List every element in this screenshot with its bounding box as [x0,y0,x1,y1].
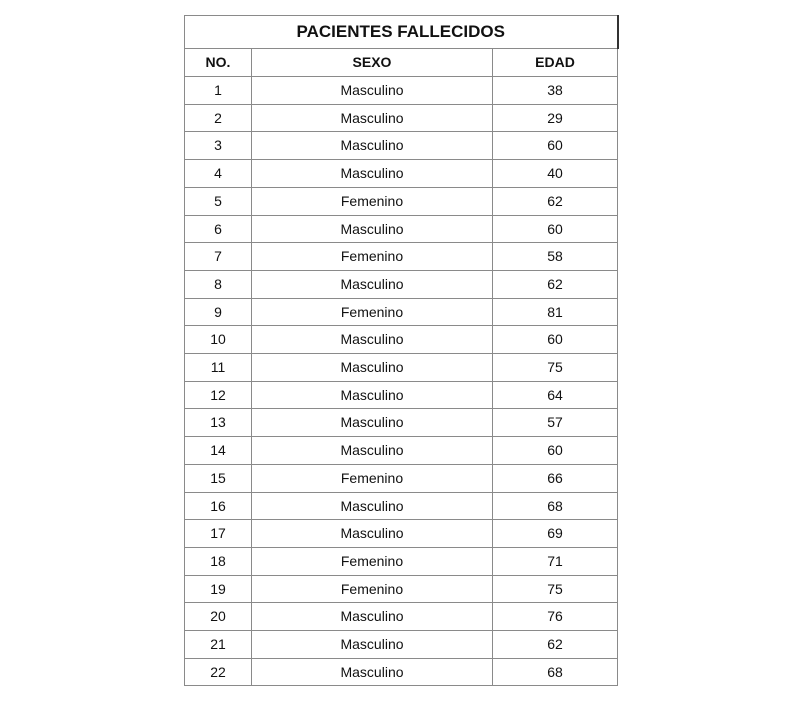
cell-edad: 58 [493,243,618,271]
cell-edad: 62 [493,270,618,298]
table-title: PACIENTES FALLECIDOS [185,16,618,49]
cell-no: 21 [185,631,252,659]
table-row [185,104,618,132]
cell-edad: 64 [493,381,618,409]
header-no: NO. [185,49,252,77]
cell-sexo: Masculino [252,603,493,631]
cell-no: 19 [185,575,252,603]
cell-no: 3 [185,132,252,160]
cell-sexo: Masculino [252,437,493,465]
table-row [185,520,618,548]
cell-sexo: Masculino [252,215,493,243]
table-row [185,132,618,160]
cell-edad: 68 [493,658,618,686]
cell-sexo: Masculino [252,270,493,298]
cell-sexo: Masculino [252,77,493,105]
table-row [185,160,618,188]
cell-no: 17 [185,520,252,548]
cell-edad: 60 [493,437,618,465]
cell-no: 4 [185,160,252,188]
table-row [185,409,618,437]
cell-no: 2 [185,104,252,132]
cell-edad: 60 [493,215,618,243]
cell-sexo: Masculino [252,326,493,354]
table-row [185,243,618,271]
cell-no: 12 [185,381,252,409]
cell-no: 1 [185,77,252,105]
cell-sexo: Femenino [252,547,493,575]
cell-sexo: Masculino [252,520,493,548]
cell-no: 13 [185,409,252,437]
header-sexo: SEXO [252,49,493,77]
cell-sexo: Masculino [252,104,493,132]
table-row [185,575,618,603]
cell-edad: 81 [493,298,618,326]
cell-edad: 69 [493,520,618,548]
table-row [185,354,618,382]
cell-no: 14 [185,437,252,465]
table-row [185,77,618,105]
cell-sexo: Femenino [252,464,493,492]
cell-no: 5 [185,187,252,215]
cell-sexo: Masculino [252,381,493,409]
cell-edad: 76 [493,603,618,631]
cell-no: 9 [185,298,252,326]
table-row [185,547,618,575]
cell-no: 15 [185,464,252,492]
cell-edad: 68 [493,492,618,520]
table-row [185,437,618,465]
table-row [185,215,618,243]
cell-sexo: Masculino [252,160,493,188]
cell-sexo: Masculino [252,409,493,437]
cell-edad: 57 [493,409,618,437]
title-row [185,16,618,49]
cell-edad: 62 [493,187,618,215]
table-row [185,603,618,631]
table-body [185,77,618,686]
cell-sexo: Masculino [252,354,493,382]
cell-edad: 38 [493,77,618,105]
cell-no: 22 [185,658,252,686]
deceased-patients-table [184,15,619,686]
cell-no: 20 [185,603,252,631]
cell-edad: 71 [493,547,618,575]
header-edad: EDAD [493,49,618,77]
cell-edad: 60 [493,326,618,354]
cell-sexo: Masculino [252,492,493,520]
cell-sexo: Masculino [252,631,493,659]
table-row [185,326,618,354]
table-row [185,187,618,215]
table-row [185,381,618,409]
table-row [185,492,618,520]
cell-no: 6 [185,215,252,243]
cell-no: 16 [185,492,252,520]
cell-edad: 29 [493,104,618,132]
cell-sexo: Femenino [252,243,493,271]
cell-edad: 62 [493,631,618,659]
table-row [185,658,618,686]
cell-edad: 75 [493,575,618,603]
table-row [185,631,618,659]
cell-no: 10 [185,326,252,354]
cell-edad: 40 [493,160,618,188]
cell-no: 18 [185,547,252,575]
cell-sexo: Femenino [252,187,493,215]
cell-sexo: Masculino [252,658,493,686]
cell-sexo: Femenino [252,575,493,603]
cell-sexo: Masculino [252,132,493,160]
header-row [185,49,618,77]
cell-no: 7 [185,243,252,271]
cell-no: 11 [185,354,252,382]
table-row [185,298,618,326]
cell-edad: 66 [493,464,618,492]
cell-no: 8 [185,270,252,298]
cell-edad: 75 [493,354,618,382]
cell-sexo: Femenino [252,298,493,326]
table-row [185,464,618,492]
cell-edad: 60 [493,132,618,160]
table-row [185,270,618,298]
